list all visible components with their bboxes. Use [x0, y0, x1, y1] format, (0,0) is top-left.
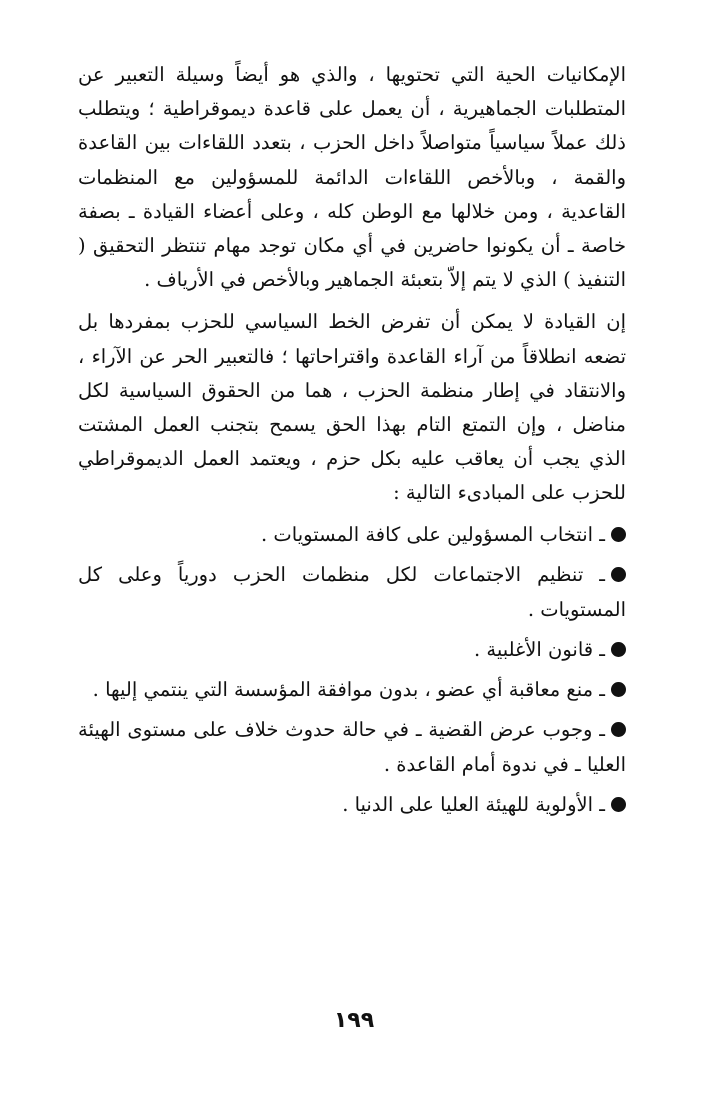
- list-item-text: ـ انتخاب المسؤولين على كافة المستويات .: [261, 522, 605, 546]
- page-body: [78, 58, 626, 827]
- principles-list: [78, 517, 626, 822]
- bullet-dot-icon: [611, 722, 626, 737]
- bullet-dot-icon: [611, 797, 626, 812]
- list-item-text: ـ الأولوية للهيئة العليا على الدنيا .: [342, 792, 605, 816]
- list-item-text: ـ منع معاقبة أي عضو ، بدون موافقة المؤسسة التي ينتمي إليها .: [92, 677, 605, 701]
- list-item-text: ـ قانون الأغلبية .: [473, 637, 605, 661]
- list-item: [78, 557, 626, 627]
- paragraph-2: إن القيادة لا يمكن أن تفرض الخط السياسي للحزب بمفردها بل تضعه انطلاقاً من آراء القاعدة واقتراحاتها ؛ فالتعبير الحر عن الآراء ، والانتقاد في إطار منظمة الحزب ، هما من الحقوق السياسية لكل مناضل ، وإن التمتع التام بهذا الحق يسمح بتجنب العمل المشتت الذي يجب أن يعاقب عليه بكل حزم ، ويعتمد العمل الديموقراطي للحزب على المبادىء التالية :: [78, 310, 626, 505]
- list-item: [78, 632, 626, 667]
- list-item: [78, 712, 626, 782]
- paragraph-1: الإمكانيات الحية التي تحتويها ، والذي هو أيضاً وسيلة التعبير عن المتطلبات الجماهيرية ، أن يعمل على قاعدة ديموقراطية ؛ ويتطلب ذلك عملاً سياسياً متواصلاً داخل الحزب ، بتعدد اللقاءات بين القاعدة والقمة ، وبالأخص اللقاءات الدائمة للمسؤولين مع المنظمات القاعدية ، ومن خلالها مع الوطن كله ، وعلى أعضاء القيادة ـ بصفة خاصة ـ أن يكونوا حاضرين في أي مكان توجد مهام تنتظر التحقيق ( التنفيذ ) الذي لا يتم إلاّ بتعبئة الجماهير وبالأخص في الأرياف .: [78, 63, 626, 292]
- page-number: ١٩٩: [333, 1008, 375, 1033]
- list-item: [78, 787, 626, 822]
- bullet-dot-icon: [611, 682, 626, 697]
- bullet-dot-icon: [611, 527, 626, 542]
- list-item: [78, 517, 626, 552]
- list-item-text: ـ تنظيم الاجتماعات لكل منظمات الحزب دورياً وعلى كل المستويات .: [78, 562, 626, 621]
- bullet-dot-icon: [611, 567, 626, 582]
- list-item: [78, 672, 626, 707]
- list-item-text: ـ وجوب عرض القضية ـ في حالة حدوث خلاف على مستوى الهيئة العليا ـ في ندوة أمام القاعدة .: [78, 717, 626, 776]
- bullet-dot-icon: [611, 642, 626, 657]
